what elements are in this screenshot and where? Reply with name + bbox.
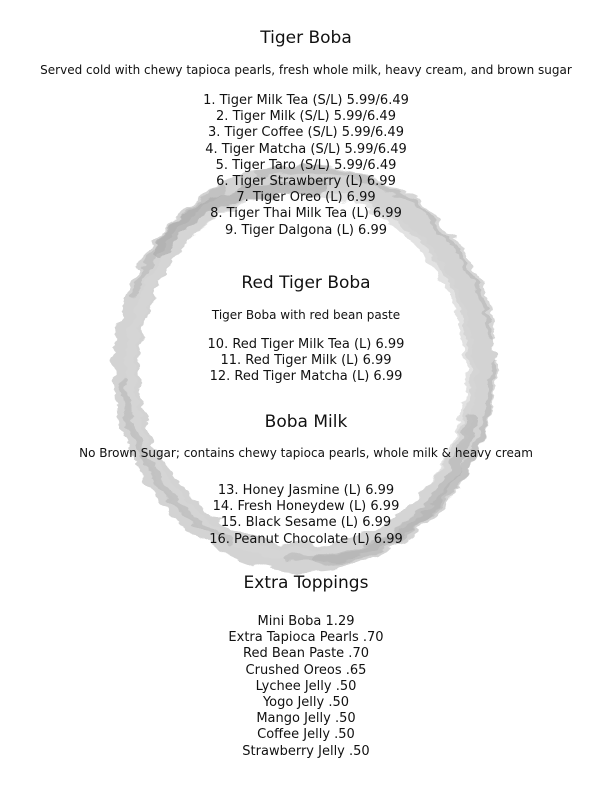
menu-item: 7. Tiger Oreo (L) 6.99 xyxy=(236,190,376,206)
menu-item: 4. Tiger Matcha (S/L) 5.99/6.49 xyxy=(205,141,407,157)
menu-item: 2. Tiger Milk (S/L) 5.99/6.49 xyxy=(216,109,396,125)
section-title-red-tiger-boba: Red Tiger Boba xyxy=(241,273,371,293)
menu-item: 1. Tiger Milk Tea (S/L) 5.99/6.49 xyxy=(203,93,409,108)
section-title-extra-toppings: Extra Toppings xyxy=(243,573,369,593)
menu-item: 3. Tiger Coffee (S/L) 5.99/6.49 xyxy=(208,125,404,141)
menu-item: 6. Tiger Strawberry (L) 6.99 xyxy=(216,173,396,189)
menu-item: 5. Tiger Taro (S/L) 5.99/6.49 xyxy=(215,157,397,173)
topping-item: Lychee Jelly .50 xyxy=(255,678,357,694)
menu-item: 16. Peanut Chocolate (L) 6.99 xyxy=(209,531,403,547)
item-list-boba-milk xyxy=(0,483,612,548)
menu-item: 14. Fresh Honeydew (L) 6.99 xyxy=(212,499,400,515)
section-description-tiger-boba: Served cold with chewy tapioca pearls, fresh whole milk, heavy cream, and brown sugar xyxy=(40,63,572,77)
menu-item: 13. Honey Jasmine (L) 6.99 xyxy=(217,483,395,498)
topping-item: Red Bean Paste .70 xyxy=(243,646,369,662)
topping-item: Yogo Jelly .50 xyxy=(262,694,350,710)
menu-item: 9. Tiger Dalgona (L) 6.99 xyxy=(224,222,387,238)
topping-item: Strawberry Jelly .50 xyxy=(242,743,370,759)
topping-item: Mango Jelly .50 xyxy=(256,711,356,727)
item-list-tiger-boba xyxy=(0,93,612,239)
topping-item: Mini Boba 1.29 xyxy=(257,614,355,629)
topping-item: Crushed Oreos .65 xyxy=(245,662,367,678)
section-description-boba-milk: No Brown Sugar; contains chewy tapioca pearls, whole milk & heavy cream xyxy=(79,446,533,460)
item-list-extra-toppings xyxy=(0,614,612,760)
item-list-red-tiger-boba xyxy=(0,337,612,386)
menu-item: 10. Red Tiger Milk Tea (L) 6.99 xyxy=(207,337,405,352)
section-title-boba-milk: Boba Milk xyxy=(264,412,348,432)
topping-item: Coffee Jelly .50 xyxy=(257,727,355,743)
topping-item: Extra Tapioca Pearls .70 xyxy=(228,630,384,646)
section-description-red-tiger-boba: Tiger Boba with red bean paste xyxy=(211,308,401,322)
section-title-tiger-boba: Tiger Boba xyxy=(260,28,352,48)
menu-item: 11. Red Tiger Milk (L) 6.99 xyxy=(220,353,392,369)
menu-item: 12. Red Tiger Matcha (L) 6.99 xyxy=(209,369,403,385)
menu-item: 8. Tiger Thai Milk Tea (L) 6.99 xyxy=(210,206,402,222)
menu-item: 15. Black Sesame (L) 6.99 xyxy=(220,515,392,531)
